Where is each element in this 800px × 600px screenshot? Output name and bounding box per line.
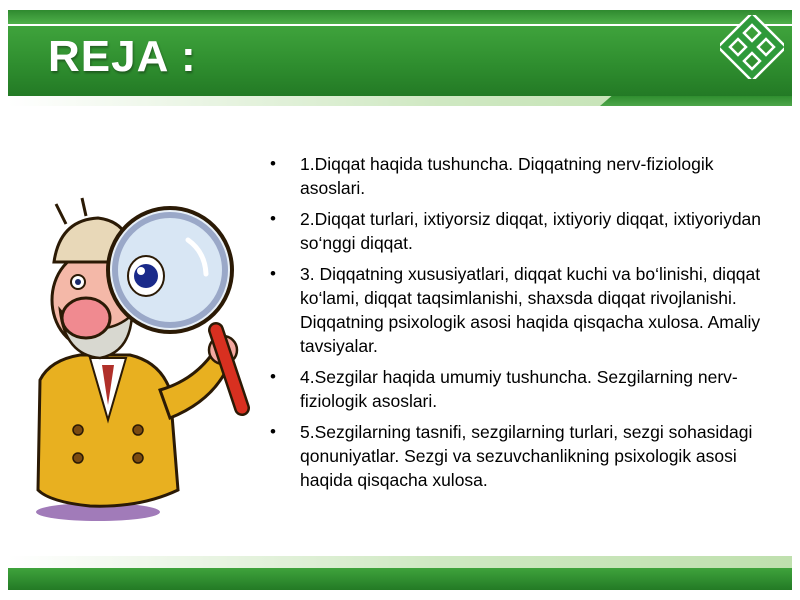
slide-footer — [8, 568, 792, 590]
slide-title: REJA : — [48, 32, 197, 81]
header-tab — [600, 96, 792, 106]
agenda-list — [268, 152, 768, 499]
agenda-item — [268, 365, 768, 413]
agenda-item-text: 4.Sezgilar haqida umumiy tushuncha. Sezgilarning nerv-fiziologik asoslari. — [300, 367, 738, 411]
agenda-item — [268, 152, 768, 200]
agenda-item — [268, 262, 768, 358]
agenda-item-text: 3. Diqqatning xususiyatlari, diqqat kuchi va bo‘linishi, diqqat ko‘lami, diqqat taqsimlanishi, shaxsda diqqat rivojlanishi. Diqqatning psixologik asosi haqida qisqacha xulosa. Amaliy tavsiyalar. — [300, 264, 761, 356]
agenda-item — [268, 207, 768, 255]
bullet-icon: • — [270, 154, 276, 173]
agenda-item-text: 2.Diqqat turlari, ixtiyorsiz diqqat, ixtiyoriy diqqat, ixtiyoriydan so‘nggi diqqat. — [300, 209, 762, 253]
bullet-icon: • — [270, 209, 276, 228]
bullet-icon: • — [270, 264, 276, 283]
header-top-stripe — [8, 10, 792, 24]
agenda-item-text: 5.Sezgilarning tasnifi, sezgilarning turlari, sezgi sohasidagi qonuniyatlar. Sezgi va sezuvchanlikning psixologik asosi haqida qisqacha xulosa. — [300, 422, 753, 490]
footer-fade-bar — [8, 556, 792, 568]
agenda-item — [268, 420, 768, 492]
bullet-icon: • — [270, 367, 276, 386]
bullet-icon: • — [270, 422, 276, 441]
agenda-item-text: 1.Diqqat haqida tushuncha. Diqqatning nerv-fiziologik asoslari. — [300, 154, 714, 198]
knot-logo-icon — [720, 15, 784, 79]
detective-magnifier-illustration — [20, 190, 260, 530]
